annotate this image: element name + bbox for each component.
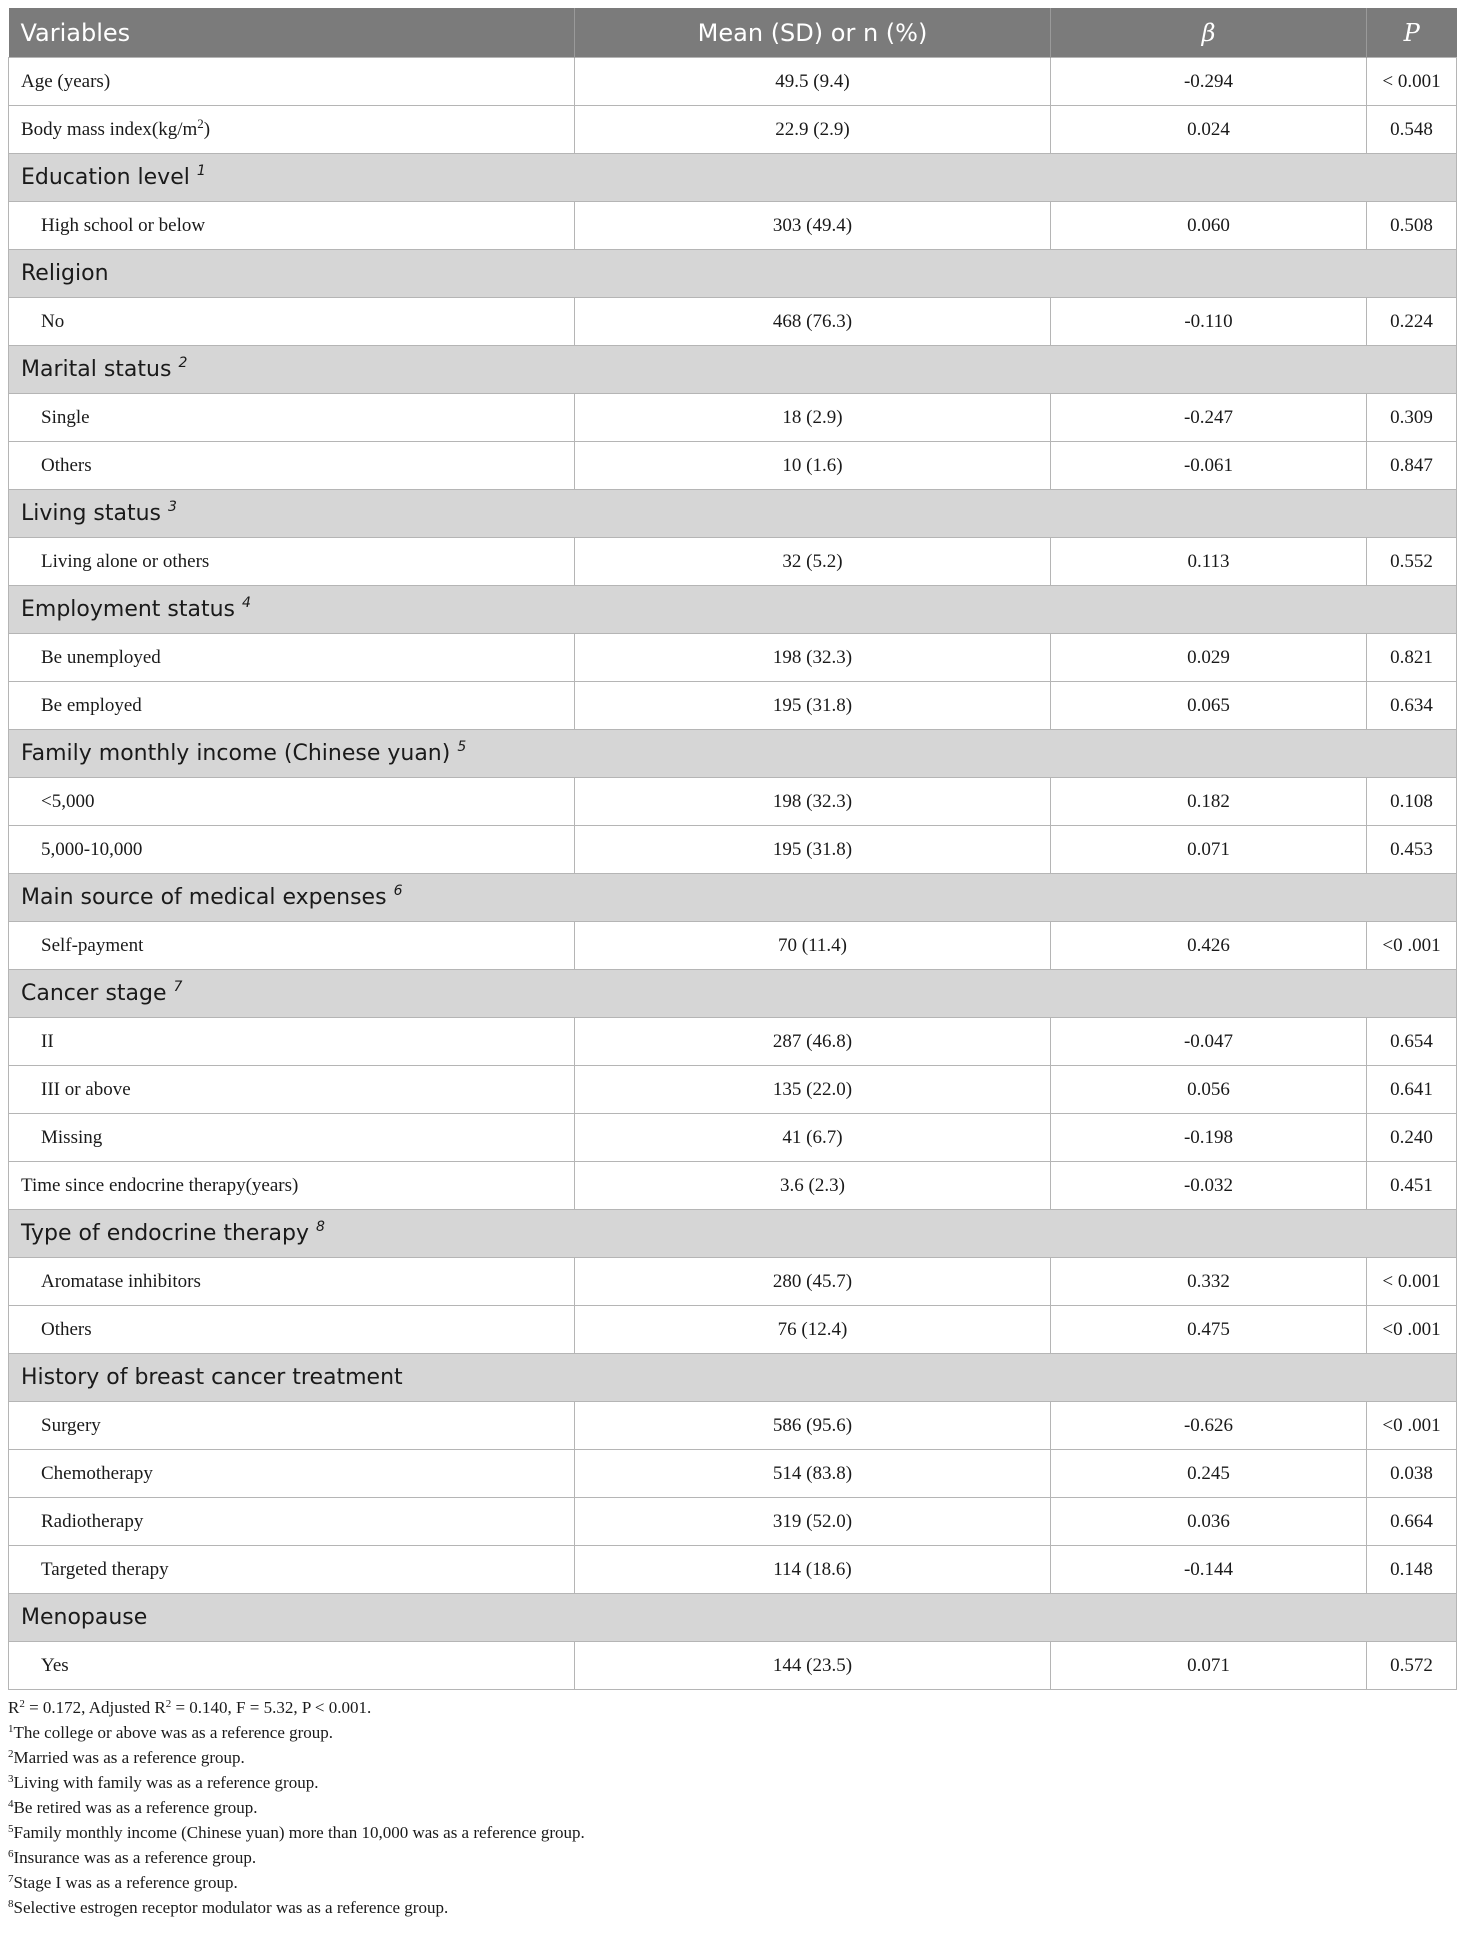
group-header-row xyxy=(9,1594,1457,1642)
variable-label: Be unemployed xyxy=(41,646,161,668)
table-row xyxy=(9,1498,1457,1546)
variable-label: Targeted therapy xyxy=(41,1558,169,1580)
variable-cell xyxy=(9,778,575,826)
table-row xyxy=(9,778,1457,826)
p-value-cell: <0 .001 xyxy=(1367,1402,1457,1450)
beta-cell: -0.047 xyxy=(1051,1018,1367,1066)
p-value-cell: 0.664 xyxy=(1367,1498,1457,1546)
table-row xyxy=(9,1306,1457,1354)
group-label xyxy=(9,970,1457,1018)
group-header-row xyxy=(9,1210,1457,1258)
p-value-cell: 0.038 xyxy=(1367,1450,1457,1498)
p-value-cell: 0.148 xyxy=(1367,1546,1457,1594)
mean-cell: 195 (31.8) xyxy=(575,682,1051,730)
p-value-cell: <0 .001 xyxy=(1367,1306,1457,1354)
variable-cell xyxy=(9,634,575,682)
regression-table-container xyxy=(8,8,1456,1920)
variable-cell xyxy=(9,1018,575,1066)
footnote-text: Stage I was as a reference group. xyxy=(13,1873,238,1892)
variable-cell xyxy=(9,298,575,346)
footnote-text: Be retired was as a reference group. xyxy=(13,1798,258,1817)
table-row xyxy=(9,682,1457,730)
variable-cell xyxy=(9,1546,575,1594)
group-label xyxy=(9,730,1457,778)
footnote-number: 2 xyxy=(8,1748,14,1760)
beta-cell: -0.294 xyxy=(1051,58,1367,106)
beta-cell: 0.060 xyxy=(1051,202,1367,250)
r-label: R xyxy=(8,1698,20,1717)
table-row xyxy=(9,826,1457,874)
variable-label: Age (years) xyxy=(21,70,111,92)
footnote xyxy=(8,1720,1456,1745)
variable-cell xyxy=(9,106,575,154)
p-value-cell: 0.453 xyxy=(1367,826,1457,874)
mean-cell: 22.9 (2.9) xyxy=(575,106,1051,154)
variable-label: Yes xyxy=(41,1654,69,1676)
variable-cell xyxy=(9,826,575,874)
footnote xyxy=(8,1870,1456,1895)
mean-cell: 76 (12.4) xyxy=(575,1306,1051,1354)
mean-cell: 70 (11.4) xyxy=(575,922,1051,970)
variable-label: Others xyxy=(41,1318,92,1340)
footnote-number: 8 xyxy=(8,1898,14,1910)
table-row xyxy=(9,538,1457,586)
table-header-row xyxy=(9,8,1457,58)
mean-cell: 586 (95.6) xyxy=(575,1402,1051,1450)
footnote-number: 3 xyxy=(8,1773,14,1785)
variable-cell xyxy=(9,394,575,442)
footnote-marker: 7 xyxy=(173,979,183,995)
r-sup: 2 xyxy=(19,1698,25,1710)
variable-cell xyxy=(9,1258,575,1306)
variable-label: Aromatase inhibitors xyxy=(41,1270,201,1292)
p-value-cell: 0.634 xyxy=(1367,682,1457,730)
beta-cell: 0.245 xyxy=(1051,1450,1367,1498)
footnote xyxy=(8,1795,1456,1820)
table-row xyxy=(9,106,1457,154)
variable-label: III or above xyxy=(41,1078,131,1100)
mean-cell: 18 (2.9) xyxy=(575,394,1051,442)
mean-cell: 195 (31.8) xyxy=(575,826,1051,874)
p-value-cell: 0.552 xyxy=(1367,538,1457,586)
variable-cell xyxy=(9,682,575,730)
group-header-row xyxy=(9,1354,1457,1402)
variable-label-suffix: ) xyxy=(203,118,211,140)
group-header-row xyxy=(9,346,1457,394)
table-row xyxy=(9,1018,1457,1066)
group-header-row xyxy=(9,970,1457,1018)
footnote-number: 7 xyxy=(8,1873,14,1885)
group-label xyxy=(9,874,1457,922)
r-text: = 0.172, Adjusted R xyxy=(24,1698,166,1717)
footnote-marker: 4 xyxy=(242,595,251,611)
variable-label: 5,000-10,000 xyxy=(41,838,143,860)
table-row xyxy=(9,202,1457,250)
footnote-marker: 3 xyxy=(168,499,177,515)
beta-cell: 0.426 xyxy=(1051,922,1367,970)
group-label-text: Employment status xyxy=(21,597,236,622)
p-value-cell: 0.654 xyxy=(1367,1018,1457,1066)
group-label xyxy=(9,154,1457,202)
group-label-text: Religion xyxy=(21,261,109,286)
p-value-cell: 0.240 xyxy=(1367,1114,1457,1162)
footnote-number: 1 xyxy=(8,1723,14,1735)
group-header-row xyxy=(9,154,1457,202)
table-row xyxy=(9,1402,1457,1450)
footnote-number: 6 xyxy=(8,1848,14,1860)
variable-label: Be employed xyxy=(41,694,142,716)
group-header-row xyxy=(9,250,1457,298)
beta-cell: -0.247 xyxy=(1051,394,1367,442)
table-row xyxy=(9,1258,1457,1306)
group-header-row xyxy=(9,586,1457,634)
variable-label: Time since endocrine therapy(years) xyxy=(21,1174,299,1196)
p-value-cell: 0.847 xyxy=(1367,442,1457,490)
group-label xyxy=(9,346,1457,394)
table-row xyxy=(9,298,1457,346)
mean-cell: 41 (6.7) xyxy=(575,1114,1051,1162)
table-row xyxy=(9,634,1457,682)
beta-cell: 0.332 xyxy=(1051,1258,1367,1306)
p-value-cell: 0.309 xyxy=(1367,394,1457,442)
mean-cell: 198 (32.3) xyxy=(575,634,1051,682)
mean-cell: 303 (49.4) xyxy=(575,202,1051,250)
footnote-text: Married was as a reference group. xyxy=(13,1748,245,1767)
group-label xyxy=(9,1594,1457,1642)
variable-cell xyxy=(9,1402,575,1450)
variable-label: Radiotherapy xyxy=(41,1510,144,1532)
variable-label: Surgery xyxy=(41,1414,101,1436)
variable-cell xyxy=(9,202,575,250)
footnote-text: Family monthly income (Chinese yuan) more than 10,000 was as a reference group. xyxy=(13,1823,585,1842)
mean-cell: 319 (52.0) xyxy=(575,1498,1051,1546)
p-value-cell: < 0.001 xyxy=(1367,58,1457,106)
footnote-number: 4 xyxy=(8,1798,14,1810)
table-row xyxy=(9,58,1457,106)
group-header-row xyxy=(9,730,1457,778)
table-body xyxy=(9,58,1457,1690)
mean-cell: 198 (32.3) xyxy=(575,778,1051,826)
footnote-marker: 5 xyxy=(457,739,467,755)
header-beta: β xyxy=(1051,8,1367,58)
mean-cell: 468 (76.3) xyxy=(575,298,1051,346)
beta-cell: 0.071 xyxy=(1051,1642,1367,1690)
footnote-marker: 8 xyxy=(315,1219,325,1235)
beta-cell: 0.024 xyxy=(1051,106,1367,154)
group-label xyxy=(9,1354,1457,1402)
p-value-cell: 0.224 xyxy=(1367,298,1457,346)
table-row xyxy=(9,1162,1457,1210)
footnote-text: Living with family was as a reference group. xyxy=(13,1773,319,1792)
p-value-cell: < 0.001 xyxy=(1367,1258,1457,1306)
group-label-text: Menopause xyxy=(21,1605,148,1630)
mean-cell: 49.5 (9.4) xyxy=(575,58,1051,106)
variable-cell xyxy=(9,1306,575,1354)
footnote xyxy=(8,1895,1456,1920)
mean-cell: 3.6 (2.3) xyxy=(575,1162,1051,1210)
beta-cell: 0.113 xyxy=(1051,538,1367,586)
mean-cell: 287 (46.8) xyxy=(575,1018,1051,1066)
p-value-cell: <0 .001 xyxy=(1367,922,1457,970)
variable-cell xyxy=(9,1114,575,1162)
variable-cell xyxy=(9,922,575,970)
group-label xyxy=(9,250,1457,298)
mean-cell: 135 (22.0) xyxy=(575,1066,1051,1114)
group-label-text: Family monthly income (Chinese yuan) xyxy=(21,741,451,766)
variable-cell xyxy=(9,442,575,490)
header-variables: Variables xyxy=(9,8,575,58)
footnote xyxy=(8,1770,1456,1795)
group-label-text: Education level xyxy=(21,165,190,190)
beta-cell: 0.036 xyxy=(1051,1498,1367,1546)
table-row xyxy=(9,1642,1457,1690)
table-notes xyxy=(8,1695,1456,1920)
model-fit-note xyxy=(8,1695,1456,1720)
mean-cell: 144 (23.5) xyxy=(575,1642,1051,1690)
footnote-marker: 6 xyxy=(393,883,403,899)
variable-label: High school or below xyxy=(41,214,206,236)
group-label xyxy=(9,586,1457,634)
table-row xyxy=(9,1450,1457,1498)
beta-cell: 0.029 xyxy=(1051,634,1367,682)
variable-cell xyxy=(9,1450,575,1498)
variable-cell xyxy=(9,538,575,586)
group-label-text: Marital status xyxy=(21,357,172,382)
variable-label: No xyxy=(41,310,65,332)
header-mean: Mean (SD) or n (%) xyxy=(575,8,1051,58)
beta-cell: 0.182 xyxy=(1051,778,1367,826)
footnote-text: Selective estrogen receptor modulator was as a reference group. xyxy=(13,1898,449,1917)
p-value-cell: 0.108 xyxy=(1367,778,1457,826)
footnote-text: Insurance was as a reference group. xyxy=(13,1848,257,1867)
footnote-number: 5 xyxy=(8,1823,14,1835)
group-label xyxy=(9,490,1457,538)
beta-cell: -0.110 xyxy=(1051,298,1367,346)
beta-cell: -0.144 xyxy=(1051,1546,1367,1594)
regression-table xyxy=(8,8,1457,1690)
group-label-text: Main source of medical expenses xyxy=(21,885,387,910)
variable-cell xyxy=(9,1498,575,1546)
footnote-list xyxy=(8,1720,1456,1920)
table-row xyxy=(9,394,1457,442)
footnote-marker: 2 xyxy=(178,355,188,371)
group-label-text: Type of endocrine therapy xyxy=(21,1221,309,1246)
mean-cell: 114 (18.6) xyxy=(575,1546,1051,1594)
beta-cell: 0.056 xyxy=(1051,1066,1367,1114)
group-header-row xyxy=(9,874,1457,922)
mean-cell: 280 (45.7) xyxy=(575,1258,1051,1306)
variable-cell xyxy=(9,1642,575,1690)
p-value-cell: 0.548 xyxy=(1367,106,1457,154)
table-row xyxy=(9,922,1457,970)
variable-label: Chemotherapy xyxy=(41,1462,153,1484)
p-value-cell: 0.821 xyxy=(1367,634,1457,682)
adj-sup: 2 xyxy=(165,1698,172,1710)
variable-label: Body mass index(kg/m xyxy=(21,118,198,140)
beta-cell: 0.475 xyxy=(1051,1306,1367,1354)
footnote-text: The college or above was as a reference group. xyxy=(13,1723,334,1742)
table-row xyxy=(9,442,1457,490)
table-row xyxy=(9,1066,1457,1114)
footnote xyxy=(8,1820,1456,1845)
variable-label: Self-payment xyxy=(41,934,144,956)
header-p: P xyxy=(1367,8,1457,58)
beta-cell: -0.061 xyxy=(1051,442,1367,490)
variable-label: <5,000 xyxy=(41,790,95,812)
variable-cell xyxy=(9,1162,575,1210)
beta-cell: 0.065 xyxy=(1051,682,1367,730)
table-row xyxy=(9,1114,1457,1162)
variable-label: Living alone or others xyxy=(41,550,210,572)
p-value-cell: 0.508 xyxy=(1367,202,1457,250)
unit-superscript: 2 xyxy=(197,115,204,131)
variable-label: Single xyxy=(41,406,90,428)
group-label xyxy=(9,1210,1457,1258)
group-label-text: Cancer stage xyxy=(21,981,167,1006)
beta-cell: -0.626 xyxy=(1051,1402,1367,1450)
mean-cell: 10 (1.6) xyxy=(575,442,1051,490)
footnote-marker: 1 xyxy=(196,163,206,179)
table-row xyxy=(9,1546,1457,1594)
footnote xyxy=(8,1845,1456,1870)
model-fit-rest: = 0.140, F = 5.32, P < 0.001. xyxy=(171,1698,372,1717)
variable-label: II xyxy=(41,1030,54,1052)
group-label-text: History of breast cancer treatment xyxy=(21,1365,403,1390)
mean-cell: 514 (83.8) xyxy=(575,1450,1051,1498)
variable-cell xyxy=(9,1066,575,1114)
beta-cell: 0.071 xyxy=(1051,826,1367,874)
variable-cell xyxy=(9,58,575,106)
footnote xyxy=(8,1745,1456,1770)
p-value-cell: 0.572 xyxy=(1367,1642,1457,1690)
variable-label: Others xyxy=(41,454,92,476)
mean-cell: 32 (5.2) xyxy=(575,538,1051,586)
beta-cell: -0.198 xyxy=(1051,1114,1367,1162)
group-header-row xyxy=(9,490,1457,538)
group-label-text: Living status xyxy=(21,501,162,526)
p-value-cell: 0.641 xyxy=(1367,1066,1457,1114)
beta-cell: -0.032 xyxy=(1051,1162,1367,1210)
variable-label: Missing xyxy=(41,1126,103,1148)
p-value-cell: 0.451 xyxy=(1367,1162,1457,1210)
